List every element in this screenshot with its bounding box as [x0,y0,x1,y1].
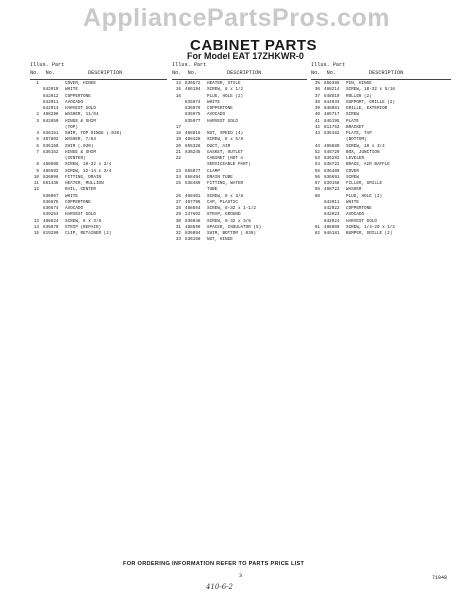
part-number: 486869 [324,224,340,230]
part-description: WHITE [207,99,220,105]
part-description: WASHER, 7/64 [65,137,96,143]
illus-number: 29 [175,212,181,218]
parts-column-2 [172,62,307,244]
part-description: SCREW, 12-14 x 3/4 [65,168,112,174]
part-description: FILLER, GRILLE [346,181,383,186]
part-description: (BOTTOM) [346,137,367,143]
parts-list [30,81,167,237]
part-number: 815290 [43,231,59,236]
part-number: 836096 [43,174,59,180]
illus-number: 26 [175,193,181,199]
part-number: 486194 [185,87,201,93]
part-description: HARVEST GOLD [65,212,96,218]
part-number: 488564 [185,206,201,211]
part-description: COVER, HINGE [65,81,96,86]
part-number: 485592 [43,168,59,174]
part-row [172,237,307,243]
part-description: SCREW, 8 x 3/8 [65,218,102,224]
part-description: BUMPER, GRILLE (2) [346,231,393,236]
part-description: HINGE & SHIM [65,149,96,155]
illus-number: 52 [314,149,320,155]
part-number: 844634 [324,99,340,105]
part-number: 835976 [185,106,201,111]
part-description: BRACE, AIR BAFFLE [346,162,390,168]
part-number: 836245 [185,149,201,155]
part-description: WHITE [65,193,78,199]
illus-number: 41 [314,118,320,124]
part-description: SHIM, TOP HINGE (.030) [65,131,122,136]
part-number: 836048 [185,218,201,224]
part-description: WASHER [346,187,362,193]
illus-number: 2 [36,112,39,118]
header-rule [311,79,451,80]
illus-number: 8 [36,162,39,168]
part-description: BRACKET [346,124,365,130]
part-description: AVOCADO [65,99,84,105]
part-description: HARVEST GOLD [207,118,238,124]
part-description: CLAMP [207,168,220,174]
part-number: 848810 [324,93,340,99]
part-description: HARVEST GOLD [346,218,377,224]
part-description: CAP, PLASTIC [207,199,238,205]
part-number: 488214 [324,87,340,93]
illus-number: 11 [33,181,39,186]
part-number: 835977 [185,118,201,124]
document-code: 71048 [432,575,448,581]
header-rule [172,79,307,80]
part-description: SCREW, 8 x 5/8 [207,137,244,143]
part-description: NUT, SPEED (4) [207,131,244,136]
illus-number: 37 [314,93,320,99]
part-number: 839158 [324,181,340,186]
illus-number: 12 [33,187,39,193]
part-description: SCREW, 10-32 x 5/16 [346,87,395,93]
part-description: STRAP, GROUND [207,212,241,218]
illus-number: 6 [36,143,39,149]
illus-number: 44 [314,143,320,149]
part-description: SCREW, 8-32 x 1-1/2 [207,206,256,211]
part-number: 836067 [43,193,59,199]
part-description: SERVICEABLE PART) [207,162,251,168]
part-number: 488428 [185,137,201,143]
part-number: 488699 [43,162,59,168]
illus-number: 1 [36,81,39,86]
part-number: 858494 [185,174,201,180]
part-number: 488596 [185,224,201,230]
page-number: 3 [239,573,243,579]
illus-number: 4 [36,131,39,136]
parts-column-1 [30,62,167,237]
part-description: SPACER, INSULATOR (5) [207,224,262,230]
part-description: LEVELER [346,156,365,161]
part-description: SCREW [346,174,359,180]
illus-number: 19 [175,137,181,143]
part-number: 488816 [185,131,201,136]
part-description: GASKET, OUTLET [207,149,244,155]
part-number: 485717 [324,112,340,118]
illus-number: 18 [175,131,181,136]
illus-number: 33 [175,237,181,243]
part-description: CABINET (NOT A [207,156,244,161]
part-description: PLUG, HOLE (2) [346,193,383,199]
part-description: RAIL, CENTER [65,187,96,193]
illus-number: 80 [314,193,320,199]
part-description: TUBE [207,187,218,193]
part-description: SCREW, 10 x 3/4 [346,143,385,149]
illus-number: 54 [314,162,320,168]
part-number: 842012 [43,93,59,99]
column-header: Illus. Part No. No. DESCRIPTION [311,62,451,81]
illus-number: 32 [175,231,181,236]
illus-number: 39 [314,106,320,111]
part-description: WHITE [346,199,359,205]
part-number: 851436 [43,181,59,186]
part-number: 836489 [324,168,340,174]
description-header: DESCRIPTION [227,70,262,76]
part-description: HINGE & SHIM [65,118,96,124]
watermark: AppliancePartsPros.com [83,4,390,32]
part-number: 842022 [324,206,340,211]
part-number: 488722 [324,187,340,193]
part-number: 836151 [43,131,59,136]
illus-number: 42 [314,124,320,130]
page-title: CABINET PARTS [190,37,318,54]
part-number: 836674 [43,206,59,211]
parts-list [172,81,307,244]
part-description: HEATER, MULLION [65,181,104,186]
part-number: 836691 [324,174,340,180]
model-subtitle: For Model EAT 17ZHKWR-0 [187,51,304,61]
illus-number: 40 [314,112,320,118]
illus-number: 56 [314,174,320,180]
part-number: 487796 [185,199,201,205]
part-description: SCREW [346,112,359,118]
illus-number: 28 [175,206,181,211]
illus-number: 7 [36,149,39,155]
illus-number: 5 [36,137,39,143]
illus-number: 25 [175,181,181,186]
illus-number: 23 [175,168,181,174]
part-number: 842014 [43,106,59,111]
part-number: 846195 [324,118,340,124]
part-number: 848081 [324,106,340,111]
part-number: 836575 [43,199,59,205]
part-description: BOX, JUNCTION [346,149,380,155]
illus-number: 36 [314,87,320,93]
part-number: 548729 [324,149,340,155]
illus-number: 9 [36,168,39,174]
part-number: 488296 [43,112,59,118]
part-description: PLUG, HOLE (2) [207,93,244,99]
part-number: 838722 [324,162,340,168]
part-description: SCREW, 10-32 x 3/4 [65,162,112,168]
illus-number: 16 [175,93,181,99]
part-description: COVER [346,168,359,174]
illus-number: 81 [314,224,320,230]
part-number: 842010 [43,87,59,93]
part-number: 842023 [324,212,340,218]
column-header: Illus. Part No. No. DESCRIPTION [172,62,307,81]
part-description: CLIP, RETAINER (2) [65,231,112,236]
illus-number: 14 [175,81,181,86]
parts-list [311,81,451,237]
part-number: 488401 [185,193,201,199]
part-number: 856386 [324,81,340,86]
part-number: 842011 [324,199,340,205]
part-description: COPPERTONE [346,206,372,211]
part-number: 498880 [324,143,340,149]
part-description: SCREW, 8-32 x 3/8 [207,218,251,224]
part-description: AVOCADO [65,206,84,211]
part-description: WASHER, 11/64 [65,112,99,118]
part-description: HEATER, STILE [207,81,241,86]
part-number: 488624 [43,218,59,224]
part-description: SCREW, 1/4-20 x 1/2 [346,224,395,230]
part-description: SCREW, 8 x 3/8 [207,193,244,199]
part-number: 842011 [43,99,59,105]
part-description: COPPERTONE [65,199,91,205]
part-description: DRAIN TUBE [207,174,233,180]
part-description: AVOCADO [346,212,365,218]
part-description: ROLLER (2) [346,93,372,99]
illus-number: 82 [314,231,320,236]
part-number: 839254 [43,212,59,218]
part-number: 836150 [43,143,59,149]
part-description: COPPERTONE [65,93,91,99]
illus-number: 55 [314,168,320,174]
part-number: 842650 [43,118,59,124]
part-description: GRILLE, EXTERIOR [346,106,388,111]
part-number: 247602 [185,212,201,218]
handwritten-note: 410-6-2 [206,583,233,591]
part-number: 836292 [324,156,340,161]
part-description: PLATE, TAP [346,131,372,136]
illus-number: 15 [33,231,39,236]
part-number: 836070 [43,224,59,230]
illus-number: 24 [175,174,181,180]
description-header: DESCRIPTION [88,70,123,76]
part-description: PLATE [346,118,359,124]
illus-number: 14 [33,224,39,230]
part-description: SHIM (.030) [65,143,94,149]
ordering-footer: FOR ORDERING INFORMATION REFER TO PARTS PRICE LIST [123,561,305,567]
part-description: NUT, HINGE [207,237,233,243]
part-description: STRIP (REPAIR) [65,224,102,230]
illus-number: 31 [175,224,181,230]
part-description: (CENTER) [65,156,86,161]
part-number: 855328 [185,143,201,149]
illus-number: 22 [175,156,181,161]
illus-number: 3 [36,118,39,124]
illus-number: 21 [175,149,181,155]
part-number: 842024 [324,218,340,224]
part-description: WHITE [65,87,78,93]
part-description: SHIM, BOTTOM (.030) [207,231,256,236]
illus-number: 57 [314,181,320,186]
illus-number: 43 [314,131,320,136]
illus-number: 38 [314,99,320,105]
part-number: 836162 [324,131,340,136]
column-header: Illus. Part No. No. DESCRIPTION [30,62,167,81]
header-rule [30,79,167,80]
part-description: SUPPORT, GRILLE (2) [346,99,395,105]
part-description: HARVEST GOLD [65,106,96,111]
illus-number: 35 [314,81,320,86]
part-row [311,231,451,237]
part-number: 811753 [324,124,340,130]
illus-number: 20 [175,143,181,149]
illus-number: 27 [175,199,181,205]
part-row [30,231,167,237]
illus-number: 17 [175,124,181,130]
part-number: 838489 [185,181,201,186]
part-description: FITTING, DRAIN [65,174,102,180]
parts-column-3 [311,62,451,237]
part-number: 835974 [185,99,201,105]
illus-number: 13 [33,218,39,224]
part-number: 836152 [43,149,59,155]
part-number: 846181 [324,231,340,236]
part-description: COPPERTONE [207,106,233,111]
part-description: AVOCADO [207,112,226,118]
part-description: FITTING, WATER [207,181,244,186]
illus-number: 10 [33,174,39,180]
part-description: SCREW, 8 x 1/2 [207,87,244,93]
part-number: 855077 [185,168,201,174]
part-description: DUCT, AIR [207,143,231,149]
part-description: PIN, HINGE [346,81,372,86]
part-number: 835975 [185,112,201,118]
part-description: (TOP) [65,124,78,130]
illus-number: 53 [314,156,320,161]
illus-number: 30 [175,218,181,224]
part-number: 836159 [185,237,201,243]
part-number: 836572 [185,81,201,86]
part-number: 836094 [185,231,201,236]
illus-number: 15 [175,87,181,93]
part-number: 487802 [43,137,59,143]
illus-number: 58 [314,187,320,193]
description-header: DESCRIPTION [369,70,404,76]
